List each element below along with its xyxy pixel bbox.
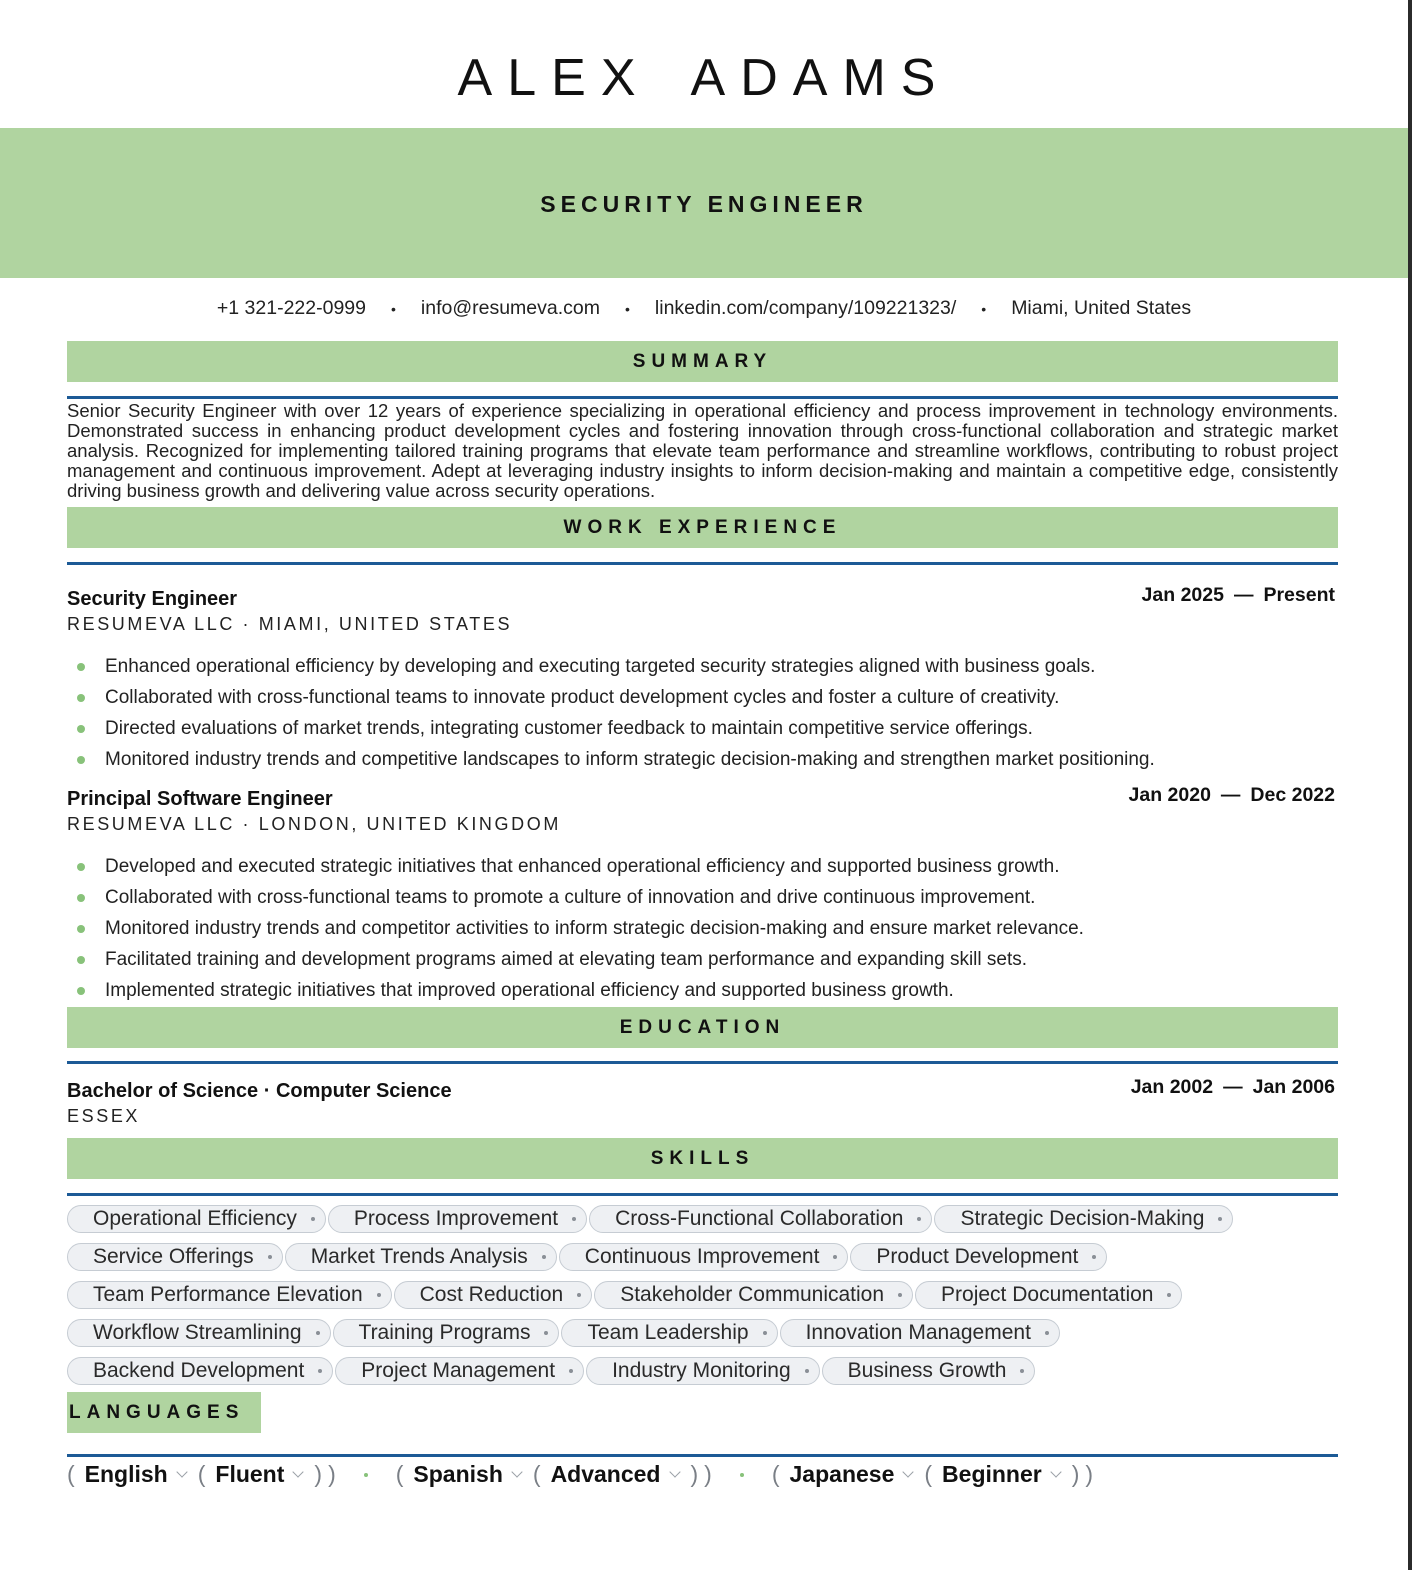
bullet-dot [77,956,85,964]
education-degree: Bachelor of Science · Computer Science [67,1080,452,1102]
dot-icon [318,1369,322,1373]
dot-icon [316,1331,320,1335]
chevron-down-icon[interactable] [293,1466,304,1477]
first-name: ALEX [457,49,651,107]
job-end: Dec 2022 [1250,784,1335,806]
contact-separator: • [981,300,987,317]
skill-chip[interactable] [561,1319,777,1347]
job-bullet [67,882,1335,913]
job-bullets [67,851,1335,1006]
skill-chip[interactable] [850,1243,1107,1271]
paren-open: ( [197,1461,206,1487]
skill-label: Industry Monitoring [612,1359,791,1382]
skill-label: Innovation Management [805,1321,1031,1344]
skill-label: Team Performance Elevation [93,1283,363,1306]
job-dates [1142,584,1335,607]
chevron-down-icon[interactable] [511,1466,522,1477]
education-start: Jan 2002 [1130,1076,1214,1098]
paren-close: ) [314,1461,323,1487]
paren-close: ) [1071,1461,1080,1487]
section-rule [67,396,1338,399]
dot-icon [377,1293,381,1297]
paren-close: ) [690,1461,699,1487]
skill-label: Service Offerings [93,1245,254,1268]
contact-location: Miami, United States [1011,297,1192,319]
chevron-down-icon[interactable] [176,1466,187,1477]
skill-chip[interactable] [335,1357,584,1385]
skill-label: Stakeholder Communication [620,1283,885,1306]
date-dash: — [1220,784,1241,806]
paren-open: ( [532,1461,541,1487]
contact-email[interactable]: info@resumeva.com [420,297,600,319]
education-school: ESSEX [67,1106,141,1126]
skill-label: Team Leadership [587,1321,749,1344]
bullet-dot [77,894,85,902]
language-separator-dot [740,1473,744,1477]
candidate-name [0,48,1408,108]
job-bullet [67,713,1335,744]
bullet-text: Collaborated with cross-functional teams to innovate product development cycles and foster a culture of creativity. [105,687,1060,708]
skill-chip[interactable] [67,1319,331,1347]
education-end: Jan 2006 [1252,1076,1335,1098]
skill-row [67,1276,1347,1314]
job-bullets [67,651,1335,775]
skill-label: Cost Reduction [419,1283,564,1306]
bullet-dot [77,925,85,933]
languages-list [67,1461,1093,1488]
chevron-down-icon[interactable] [903,1466,914,1477]
bullet-dot [77,756,85,764]
paren-open: ( [395,1461,404,1487]
job-end: Present [1263,584,1335,606]
job-bullet [67,975,1335,1006]
language-name: Japanese [789,1461,895,1487]
bullet-text: Collaborated with cross-functional teams to promote a culture of innovation and drive continuous improvement. [105,887,1036,908]
education-entry [67,1076,1335,1127]
skill-label: Workflow Streamlining [93,1321,302,1344]
bullet-text: Monitored industry trends and competitor activities to inform strategic decision-making and ensure market relevance. [105,918,1084,939]
skill-chip[interactable] [594,1281,913,1309]
skill-label: Project Management [361,1359,556,1382]
job-bullet [67,913,1335,944]
section-rule [67,1193,1338,1196]
dot-icon [577,1293,581,1297]
section-rule [67,1454,1338,1457]
dot-icon [917,1217,921,1221]
job-bullet [67,651,1335,682]
contact-line [0,297,1408,320]
dot-icon [311,1217,315,1221]
date-dash: — [1233,584,1254,606]
skill-row [67,1352,1347,1390]
dot-icon [1045,1331,1049,1335]
bullet-text: Enhanced operational efficiency by developing and executing targeted security strategies aligned with business goals. [105,656,1096,677]
section-rule [67,562,1338,565]
job-title: SECURITY ENGINEER [540,191,868,217]
contact-linkedin[interactable]: linkedin.com/company/109221323/ [654,297,957,319]
paren-close: ) [328,1461,336,1487]
paren-open: ( [771,1461,780,1487]
bullet-text: Monitored industry trends and competitive landscapes to inform strategic decision-making and strengthen market positioning. [105,749,1155,770]
chevron-down-icon[interactable] [1050,1466,1061,1477]
job-entry [67,584,1335,775]
skill-row [67,1200,1347,1238]
bullet-dot [77,725,85,733]
skill-chip[interactable] [586,1357,820,1385]
language-level: Fluent [215,1461,285,1487]
skill-chip[interactable] [589,1205,932,1233]
bullet-text: Implemented strategic initiatives that improved operational efficiency and supported business growth. [105,980,954,1001]
bullet-dot [77,663,85,671]
dot-icon [542,1255,546,1259]
dot-icon [1167,1293,1171,1297]
job-role: Principal Software Engineer [67,788,333,810]
language-separator-dot [364,1473,368,1477]
dot-icon [833,1255,837,1259]
skill-chip[interactable] [934,1205,1233,1233]
dot-icon [805,1369,809,1373]
job-bullet [67,851,1335,882]
last-name: ADAMS [690,49,951,107]
skill-chip[interactable] [915,1281,1182,1309]
section-rule [67,1061,1338,1064]
skill-chip[interactable] [394,1281,593,1309]
skill-label: Project Documentation [941,1283,1154,1306]
job-bullet [67,744,1335,775]
skill-chip[interactable] [67,1357,333,1385]
paren-close: ) [1085,1461,1094,1487]
job-company: RESUMEVA LLC · LONDON, UNITED KINGDOM [67,814,561,834]
paren-open: ( [67,1461,75,1487]
language-name: English [84,1461,168,1487]
skill-label: Product Development [876,1245,1079,1268]
bullet-dot [77,863,85,871]
language-level: Advanced [550,1461,661,1487]
paren-open: ( [924,1461,933,1487]
skill-label: Backend Development [93,1359,305,1382]
language-name: Spanish [413,1461,503,1487]
contact-separator: • [390,300,396,317]
language-level: Beginner [942,1461,1042,1487]
dot-icon [569,1369,573,1373]
skill-chip[interactable] [285,1243,557,1271]
skill-chip[interactable] [67,1281,392,1309]
dot-icon [898,1293,902,1297]
section-work-heading: WORK EXPERIENCE [67,507,1338,548]
bullet-dot [77,987,85,995]
skill-chip[interactable] [67,1243,283,1271]
skill-chip[interactable] [559,1243,849,1271]
section-languages-heading: LANGUAGES [67,1392,261,1433]
dot-icon [1218,1217,1222,1221]
skills-list [67,1200,1347,1390]
dot-icon [1092,1255,1096,1259]
skill-label: Business Growth [847,1359,1007,1382]
skill-row [67,1314,1347,1352]
job-entry [67,784,1335,1006]
job-start: Jan 2020 [1128,784,1211,806]
skill-label: Strategic Decision-Making [960,1207,1205,1230]
contact-phone[interactable]: +1 321-222-0999 [216,297,366,319]
skill-chip[interactable] [67,1205,326,1233]
dot-icon [763,1331,767,1335]
date-dash: — [1223,1076,1243,1098]
education-dates [1131,1076,1335,1099]
job-start: Jan 2025 [1141,584,1224,606]
skill-row [67,1238,1347,1276]
summary-text: Senior Security Engineer with over 12 years of experience specializing in operational efficiency and process improvement in technology environments. Demonstrated success in enhancing product development cycles and fostering innovation through cross-functional collaboration and strategic market analysis. Recognized for implementing tailored training programs that elevate team performance and streamline workflows, contributing to robust project management and continuous improvement. Adept at leveraging industry insights to inform decision-making and maintain a competitive edge, consistently driving business growth and delivering value across security operations. [67,400,1338,501]
contact-separator: • [625,300,630,317]
skill-label: Training Programs [358,1321,531,1344]
bullet-text: Developed and executed strategic initiatives that enhanced operational efficiency and supported business growth. [105,856,1060,877]
job-role: Security Engineer [67,588,238,610]
skill-label: Market Trends Analysis [310,1245,528,1268]
job-bullet [67,944,1335,975]
skill-label: Cross-Functional Collaboration [615,1207,904,1230]
bullet-text: Facilitated training and development programs aimed at elevating team performance and expanding skill sets. [105,949,1028,970]
dot-icon [572,1217,576,1221]
bullet-text: Directed evaluations of market trends, integrating customer feedback to maintain competitive service offerings. [105,718,1033,739]
job-bullet [67,682,1335,713]
skill-label: Continuous Improvement [584,1245,820,1268]
chevron-down-icon[interactable] [669,1466,680,1477]
skill-chip[interactable] [333,1319,560,1347]
dot-icon [268,1255,272,1259]
skill-label: Process Improvement [353,1207,559,1230]
bullet-dot [77,694,85,702]
section-summary-heading: SUMMARY [67,341,1338,382]
dot-icon [1020,1369,1024,1373]
skill-label: Operational Efficiency [93,1207,297,1230]
skill-chip[interactable] [780,1319,1060,1347]
section-education-heading: EDUCATION [67,1007,1338,1048]
skill-chip[interactable] [822,1357,1036,1385]
paren-close: ) [704,1461,712,1487]
job-dates [1129,784,1335,807]
dot-icon [544,1331,548,1335]
job-company: RESUMEVA LLC · MIAMI, UNITED STATES [67,614,513,634]
section-skills-heading: SKILLS [67,1138,1338,1179]
page-edge [1408,0,1412,1570]
skill-chip[interactable] [328,1205,587,1233]
